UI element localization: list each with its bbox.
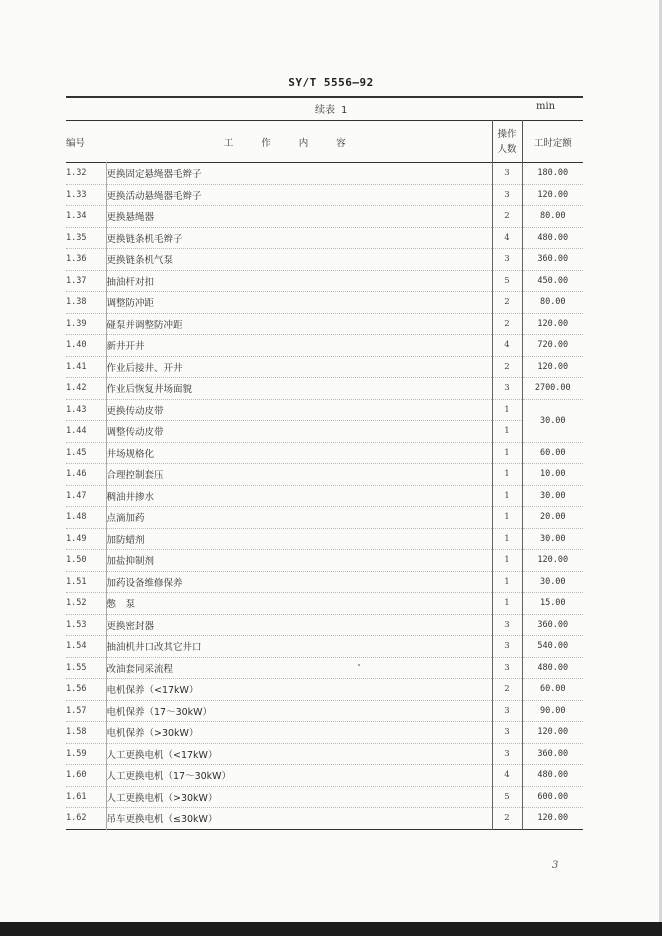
row-content: 吊车更换电机（≤30kW）	[106, 808, 492, 830]
row-content: 人工更换电机（>30kW）	[106, 786, 492, 808]
row-content: 更换链条机气泵	[106, 249, 492, 271]
table-row	[66, 657, 583, 679]
row-content: 点滴加药	[106, 507, 492, 529]
table-row	[66, 335, 583, 357]
table-row	[66, 765, 583, 787]
row-time: 2700.00	[522, 378, 583, 400]
row-number: 1.41	[66, 361, 87, 372]
table-row	[66, 206, 583, 228]
row-number: 1.36	[66, 254, 87, 265]
row-content: 井场规格化	[106, 442, 492, 464]
table-row	[66, 808, 583, 830]
standard-code: SY/T 5556—92	[288, 76, 374, 89]
table-row	[66, 485, 583, 507]
row-time: 360.00	[522, 249, 583, 271]
scan-border	[0, 922, 662, 936]
row-time: 30.00	[522, 571, 583, 593]
table-row	[66, 378, 583, 400]
row-people: 5	[492, 270, 522, 292]
unit-label: min	[536, 101, 556, 112]
row-content: 人工更换电机（<17kW）	[106, 743, 492, 765]
row-time: 480.00	[522, 657, 583, 679]
row-number: 1.39	[66, 318, 87, 329]
row-number: 1.51	[66, 576, 87, 587]
table-row	[66, 292, 583, 314]
caption-number: 1	[340, 105, 348, 116]
row-content: 憋 泵	[106, 593, 492, 615]
row-number: 1.57	[66, 705, 87, 716]
row-number: 1.34	[66, 211, 87, 222]
table-row	[66, 184, 583, 206]
row-people: 3	[492, 614, 522, 636]
row-people: 4	[492, 227, 522, 249]
table-header-row	[66, 121, 583, 163]
table-row	[66, 163, 583, 185]
row-time: 120.00	[522, 808, 583, 830]
table-row	[66, 442, 583, 464]
row-content: 电机保养（<17kW）	[106, 679, 492, 701]
row-time: 180.00	[522, 163, 583, 185]
table-row	[66, 464, 583, 486]
row-number: 1.54	[66, 641, 87, 652]
row-content: 更换传动皮带	[106, 399, 492, 421]
row-number: 1.59	[66, 748, 87, 759]
header-time: 工时定额	[522, 121, 583, 163]
row-people: 4	[492, 335, 522, 357]
row-content: 加药设备维修保养	[106, 571, 492, 593]
table-row	[66, 421, 583, 443]
page-number: 3	[552, 860, 559, 871]
row-content: 更换活动悬绳器毛辫子	[106, 184, 492, 206]
row-number: 1.50	[66, 555, 87, 566]
row-time: 120.00	[522, 550, 583, 572]
table-row	[66, 528, 583, 550]
row-time: 80.00	[522, 206, 583, 228]
row-content: 更换密封器	[106, 614, 492, 636]
table-row	[66, 507, 583, 529]
row-content: 加盐抑制剂	[106, 550, 492, 572]
table-row	[66, 356, 583, 378]
scan-speck	[358, 664, 360, 666]
row-people: 3	[492, 657, 522, 679]
row-number: 1.58	[66, 727, 87, 738]
row-content: 抽油机井口改其它井口	[106, 636, 492, 658]
header-people-line1: 操作	[497, 128, 517, 140]
row-people: 1	[492, 528, 522, 550]
row-people: 2	[492, 206, 522, 228]
row-time: 80.00	[522, 292, 583, 314]
row-number: 1.61	[66, 791, 87, 802]
row-people: 1	[492, 421, 522, 443]
table-row	[66, 636, 583, 658]
header-content: 工作内容	[223, 137, 374, 149]
row-people: 1	[492, 399, 522, 421]
row-content: 新井开井	[106, 335, 492, 357]
table-row	[66, 399, 583, 421]
row-people: 3	[492, 722, 522, 744]
row-people: 3	[492, 743, 522, 765]
row-time: 30.00	[522, 528, 583, 550]
row-number: 1.43	[66, 404, 87, 415]
row-time: 720.00	[522, 335, 583, 357]
row-content: 改油套同采流程	[106, 657, 492, 679]
table-row	[66, 270, 583, 292]
row-people: 3	[492, 163, 522, 185]
row-people: 3	[492, 249, 522, 271]
row-content: 人工更换电机（17～30kW）	[106, 765, 492, 787]
row-number: 1.42	[66, 383, 87, 394]
row-time: 30.00	[522, 399, 583, 442]
row-content: 碰泵并调整防冲距	[106, 313, 492, 335]
table-caption	[0, 101, 662, 116]
row-time: 360.00	[522, 743, 583, 765]
row-people: 1	[492, 442, 522, 464]
row-content: 调整防冲距	[106, 292, 492, 314]
table-row	[66, 593, 583, 615]
row-content: 更换链条机毛辫子	[106, 227, 492, 249]
row-number: 1.60	[66, 770, 87, 781]
row-time: 30.00	[522, 485, 583, 507]
row-time: 450.00	[522, 270, 583, 292]
row-people: 5	[492, 786, 522, 808]
caption-prefix: 续表	[314, 105, 335, 116]
header-rule	[66, 96, 583, 98]
header-people-line2: 人数	[497, 143, 517, 155]
row-number: 1.35	[66, 232, 87, 243]
row-time: 600.00	[522, 786, 583, 808]
row-people: 1	[492, 507, 522, 529]
table-row	[66, 786, 583, 808]
row-time: 20.00	[522, 507, 583, 529]
row-time: 120.00	[522, 184, 583, 206]
row-content: 调整传动皮带	[106, 421, 492, 443]
row-time: 120.00	[522, 722, 583, 744]
row-number: 1.47	[66, 490, 87, 501]
table-row	[66, 550, 583, 572]
row-people: 3	[492, 184, 522, 206]
row-people: 2	[492, 679, 522, 701]
row-number: 1.44	[66, 426, 87, 437]
header-number: 编号	[66, 137, 86, 149]
row-time: 60.00	[522, 679, 583, 701]
row-people: 1	[492, 550, 522, 572]
row-people: 1	[492, 571, 522, 593]
row-number: 1.38	[66, 297, 87, 308]
row-time: 480.00	[522, 765, 583, 787]
row-people: 3	[492, 378, 522, 400]
row-people: 1	[492, 593, 522, 615]
table-row	[66, 313, 583, 335]
row-content: 作业后恢复井场面貌	[106, 378, 492, 400]
row-content: 更换悬绳器	[106, 206, 492, 228]
row-people: 3	[492, 700, 522, 722]
table-row	[66, 700, 583, 722]
row-people: 2	[492, 356, 522, 378]
row-number: 1.46	[66, 469, 87, 480]
row-number: 1.33	[66, 189, 87, 200]
row-people: 3	[492, 636, 522, 658]
row-number: 1.48	[66, 512, 87, 523]
row-content: 合理控制套压	[106, 464, 492, 486]
row-people: 2	[492, 808, 522, 830]
table-row	[66, 227, 583, 249]
row-number: 1.49	[66, 533, 87, 544]
work-hour-table	[66, 120, 583, 830]
row-content: 更换固定悬绳器毛辫子	[106, 163, 492, 185]
row-content: 电机保养（17～30kW）	[106, 700, 492, 722]
table-row	[66, 679, 583, 701]
row-time: 360.00	[522, 614, 583, 636]
row-people: 2	[492, 292, 522, 314]
row-people: 1	[492, 485, 522, 507]
table-row	[66, 614, 583, 636]
row-number: 1.45	[66, 447, 87, 458]
row-content: 加防蜡剂	[106, 528, 492, 550]
row-time: 540.00	[522, 636, 583, 658]
row-number: 1.40	[66, 340, 87, 351]
row-number: 1.53	[66, 619, 87, 630]
table-row	[66, 722, 583, 744]
row-people: 2	[492, 313, 522, 335]
row-time: 15.00	[522, 593, 583, 615]
row-number: 1.56	[66, 684, 87, 695]
row-content: 电机保养（>30kW）	[106, 722, 492, 744]
row-number: 1.37	[66, 275, 87, 286]
row-time: 480.00	[522, 227, 583, 249]
row-time: 120.00	[522, 356, 583, 378]
table-body	[66, 163, 583, 830]
row-content: 作业后接井、开井	[106, 356, 492, 378]
row-time: 60.00	[522, 442, 583, 464]
row-content: 稠油井掺水	[106, 485, 492, 507]
row-number: 1.32	[66, 168, 87, 179]
row-people: 4	[492, 765, 522, 787]
table-row	[66, 743, 583, 765]
row-number: 1.52	[66, 598, 87, 609]
row-number: 1.55	[66, 662, 87, 673]
row-content: 抽油杆对扣	[106, 270, 492, 292]
row-time: 90.00	[522, 700, 583, 722]
row-people: 1	[492, 464, 522, 486]
header-people	[492, 121, 522, 163]
table-row	[66, 571, 583, 593]
row-number: 1.62	[66, 813, 87, 824]
row-time: 10.00	[522, 464, 583, 486]
row-time: 120.00	[522, 313, 583, 335]
table-row	[66, 249, 583, 271]
